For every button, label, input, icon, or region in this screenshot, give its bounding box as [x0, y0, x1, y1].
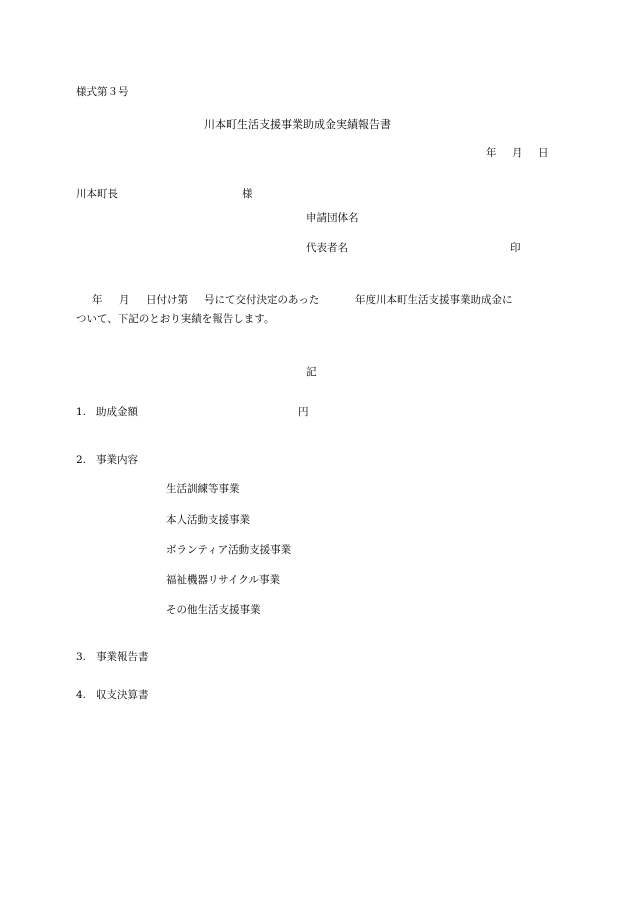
body-line-2: ついて、下記のとおり実績を報告します。: [76, 313, 275, 325]
section-2-label: 事業内容: [96, 454, 138, 466]
content-item: その他生活支援事業: [166, 604, 261, 616]
addressee-honorific: 様: [242, 188, 253, 200]
section-3-label: 事業報告書: [96, 651, 149, 663]
section-4-label: 収支決算書: [96, 689, 149, 701]
addressee-name: 川本町長: [76, 188, 118, 200]
seal-mark: 印: [510, 242, 521, 254]
content-item: 本人活動支援事業: [166, 514, 250, 526]
body-decision-text: 号にて交付決定のあった: [204, 294, 320, 306]
section-3-number: 3.: [76, 651, 87, 663]
date-day-label: 日: [538, 147, 549, 159]
date-month-label: 月: [512, 147, 523, 159]
body-date-ref: [146, 295, 192, 306]
section-2-number: 2.: [76, 454, 87, 466]
content-item: ボランティア活動支援事業: [166, 544, 292, 556]
content-item: 福祉機器リサイクル事業: [166, 574, 281, 586]
body-month: 月: [119, 294, 130, 306]
body-date-ref-text: 日付け第: [146, 294, 188, 306]
form-number: 様式第３号: [76, 86, 129, 98]
body-fiscal-year-text: 年度川本町生活支援事業助成金に: [355, 294, 513, 306]
applicant-rep-label: 代表者名: [306, 242, 348, 254]
document-title: 川本町生活支援事業助成金実績報告書: [204, 118, 391, 131]
ki-heading: 記: [306, 366, 317, 378]
applicant-org-label: 申請団体名: [306, 212, 359, 224]
section-1-label: 助成金額: [96, 406, 138, 418]
section-1-number: 1.: [76, 406, 87, 418]
date-year-label: 年: [486, 147, 497, 159]
section-4-number: 4.: [76, 689, 87, 701]
content-item: 生活訓練等事業: [166, 483, 240, 495]
amount-unit: 円: [298, 406, 309, 418]
body-year: 年: [92, 294, 103, 306]
